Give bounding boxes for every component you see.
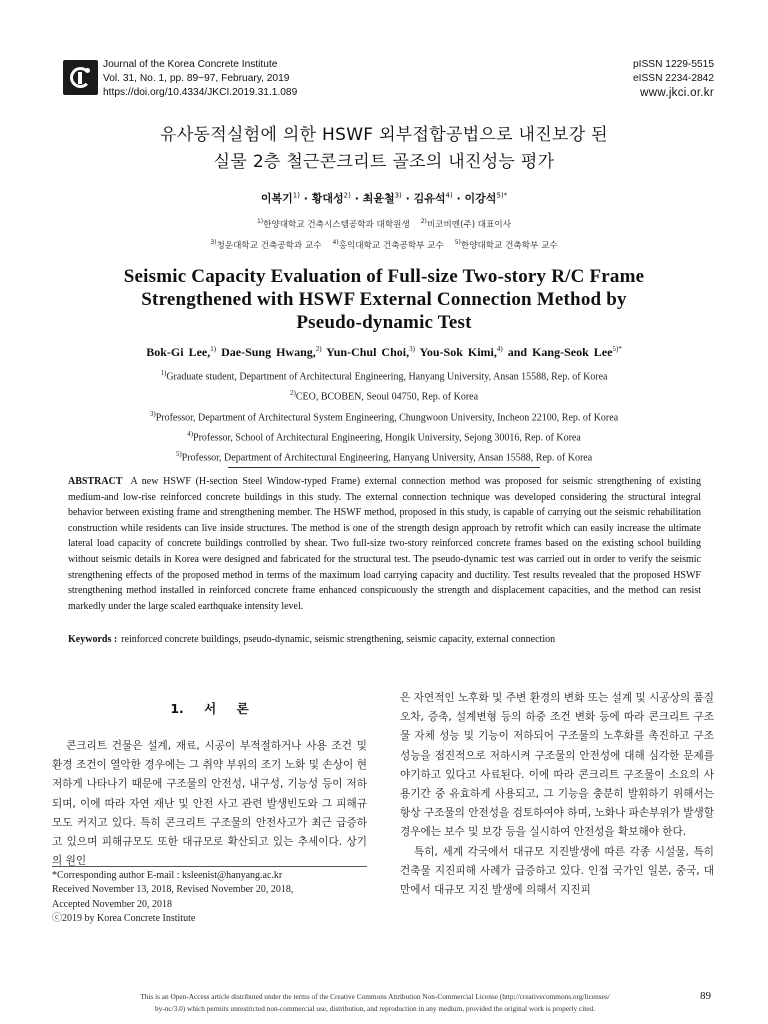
author-name: 황대성: [311, 192, 344, 205]
aff-text: Professor, Department of Architectural Engineering, Hanyang University, Ansan 15588, Rep. of Korea: [181, 452, 593, 464]
volume-line: Vol. 31, No. 1, pp. 89~97, February, 2019: [103, 73, 290, 84]
page-number: 89: [700, 990, 711, 1002]
author-name: 최윤철: [362, 192, 395, 205]
aff-text: Professor, School of Architectural Engineering, Hongik University, Sejong 30016, Rep. of Korea: [193, 432, 581, 444]
accepted-date: Accepted November 20, 2018: [52, 898, 172, 910]
author-sup: 5)*: [496, 191, 508, 200]
aff-sup: 5): [454, 238, 461, 246]
aff-text: 한양대학교 건축시스템공학과 대학원생: [263, 219, 410, 230]
author-name: You-Sok Kimi,: [419, 345, 497, 359]
aff-sup: 3): [149, 409, 156, 418]
author-name: Bok-Gi Lee,: [146, 345, 211, 359]
received-date: Received November 13, 2018, Revised November 20, 2018,: [52, 884, 294, 896]
abstract-divider: [228, 467, 540, 468]
author-sup: 2): [315, 345, 322, 353]
right-paragraph-2: 특히, 세계 각국에서 대규모 지진발생에 따른 각종 시설물, 특히 건축물 지진피해 사례가 급증하고 있다. 인접 국가인 일본, 중국, 대만에서 대규모 지진 발생에 의해서 지진피: [400, 845, 714, 897]
english-aff-3: [0, 406, 768, 426]
korean-aff-line1: [0, 213, 768, 234]
abstract: [68, 474, 701, 614]
aff-sup: 2): [289, 389, 296, 398]
eissn: eISSN 2234-2842: [633, 73, 714, 84]
english-aff-4: [0, 426, 768, 446]
aff-text: 비코비엔(주) 대표이사: [426, 219, 512, 230]
right-paragraph-1: 은 자연적인 노후화 및 주변 환경의 변화 또는 설계 및 시공상의 품질 오차, 증축, 설계변형 등의 하중 조건 변화 등에 따라 콘크리트 구조물 자체 성능 및 기능이 저하되어 구조물의 노후화를 촉진하고 구조성능을 점진적으로 저하시켜 구조물의 안전성에 대해 심각한 문제를 야기하고 있다고 사료된다. 이에 따라 콘크리트 구조물이 소요의 사용기간 중 유효하게 사용되고, 그 기능을 충분히 발휘하기 위해서는 항상 구조물의 안전성을 검토하여야 하며, 노화나 파손부위가 발생할 경우에는 보수 및 보강 등을 실시하여 안전성을 확보해야 한다.: [400, 692, 714, 839]
footnote: [52, 869, 372, 927]
aff-text: Professor, Department of Architectural System Engineering, Chungwoon University, Incheon 22100, Rep. of Korea: [155, 411, 619, 423]
license-line1: This is an Open-Access article distributed under the terms of the Creative Commons Attribution Non-Commercial License (http://creativecommons.org/licenses/: [140, 992, 610, 1001]
aff-sup: 4): [332, 238, 339, 246]
author-sup: 1): [292, 191, 300, 200]
aff-sup: 2): [420, 218, 427, 225]
aff-sup: 3): [210, 238, 217, 246]
english-aff-5: [0, 446, 768, 466]
author-name: 김유석: [413, 192, 446, 205]
english-authors: [0, 345, 768, 360]
aff-text: 홍익대학교 건축공학부 교수: [338, 240, 444, 251]
abstract-label: ABSTRACT: [68, 476, 123, 487]
right-column: [400, 689, 714, 900]
journal-logo: [63, 60, 98, 95]
license-notice: [60, 991, 690, 1015]
keywords-label: Keywords :: [68, 634, 118, 645]
aff-text: Graduate student, Department of Architectural Engineering, Hanyang University, Ansan 15588, Rep. of Korea: [166, 371, 608, 383]
english-title-line3: Pseudo-dynamic Test: [296, 312, 472, 333]
author-name: 이복기: [260, 192, 293, 205]
author-sup: 4): [496, 345, 503, 353]
aff-sup: 1): [256, 218, 264, 225]
korean-affiliations: [0, 213, 768, 255]
korean-aff-line2: [0, 234, 768, 255]
english-title-line2: Strengthened with HSWF External Connection Method by: [141, 289, 627, 310]
website-link[interactable]: www.jkci.or.kr: [640, 87, 714, 99]
section-heading: 1. 서 론: [170, 701, 249, 716]
english-affiliations: [0, 365, 768, 467]
author-sep: ·: [452, 192, 465, 205]
copyright: ⓒ2019 by Korea Concrete Institute: [52, 913, 196, 925]
author-name: and Kang-Seok Lee: [507, 345, 613, 359]
english-aff-1: [0, 365, 768, 385]
english-aff-2: [0, 385, 768, 405]
keywords-text: reinforced concrete buildings, pseudo-dynamic, seismic strengthening, seismic capacity, external connection: [121, 634, 556, 645]
aff-sup: 5): [175, 450, 182, 459]
author-name: Dae-Sung Hwang,: [221, 345, 316, 359]
aff-sup: 1): [160, 369, 167, 377]
aff-text: 청운대학교 건축공학과 교수: [216, 240, 322, 251]
corresponding-author: *Corresponding author E-mail : ksleenist@hanyang.ac.kr: [52, 870, 283, 881]
aff-text: 한양대학교 건축학부 교수: [460, 240, 558, 251]
journal-name: Journal of the Korea Concrete Institute: [103, 59, 278, 70]
korean-title-line1: 유사동적실험에 의한 HSWF 외부접합공법으로 내진보강 된: [160, 125, 608, 145]
author-sep: ·: [299, 192, 312, 205]
author-sup: 4): [445, 191, 453, 200]
abstract-text: A new HSWF (H-section Steel Window-typed Frame) external connection method was proposed for seismic strengthening of existing medium-and low-rise reinforced concrete buildings in this study. The external connection technique was developed considering the structural integral behavior between existing frame and strengthening member. The HSWF method, proposed in this study, is capable of carrying out the seismic rehabilitation construction while residents can live inside structures. The method is one of the strength design approach by retrofit which can easily increase the ultimate lateral load capacity of concrete buildings controlled by shear. Two full-size two-story reinforced concrete frames based on the existing school building without seismic details in Korea were designed and fabricated for the structural test. The pseudo-dynamic test was carried out in order to verify the seismic strengthening effects of the proposed method in terms of the maximum load carrying capacity and ductility. Test results revealed that the proposed HSWF strengthening method installed in reinforced concrete frame enhanced conspicuously the strength and displacement capacities, and the method can resist markedly under the large scaled earthquake intensity level.: [68, 476, 701, 612]
author-name: Yun-Chul Choi,: [326, 345, 410, 359]
korean-authors: [0, 190, 768, 206]
author-sup: 3): [394, 191, 402, 200]
aff-text: CEO, BCOBEN, Seoul 04750, Rep. of Korea: [295, 391, 479, 403]
author-sup: 1): [210, 345, 217, 353]
korean-title: [0, 122, 768, 176]
author-sep: ·: [350, 192, 363, 205]
keywords: [68, 634, 708, 645]
english-title-line1: Seismic Capacity Evaluation of Full-size Two-story R/C Frame: [123, 266, 645, 287]
author-sup: 3): [409, 345, 415, 353]
left-column-paragraph: 콘크리트 건물은 설계, 재료, 시공이 부적절하거나 사용 조건 및 환경 조건이 열악한 경우에는 그 취약 부위의 조기 노화 및 손상이 현저하게 나타나기 때문에 구조물의 안전성, 내구성, 기능성 등이 저하되며, 이에 따라 자연 재난 및 안전 사고 관련 발생빈도와 그 피해규모도 커지고 있다. 특히 콘크리트 구조물의 안전사고가 최근 급증하고 있으며 피해규모도 또한 대규모로 확산되고 있는 추세이다. 상기의 원인: [52, 740, 367, 868]
author-sup: 2): [343, 191, 351, 200]
author-sup: 5)*: [612, 345, 622, 353]
author-sep: ·: [401, 192, 414, 205]
author-name: 이강석: [464, 192, 497, 205]
korean-title-line2: 실물 2층 철근콘크리트 골조의 내진성능 평가: [213, 152, 555, 172]
pissn: pISSN 1229-5515: [633, 59, 714, 70]
aff-sup: 4): [187, 429, 194, 438]
doi-link[interactable]: https://doi.org/10.4334/JKCI.2019.31.1.089: [103, 87, 298, 98]
journal-info: [103, 58, 297, 100]
issn-info: [633, 58, 714, 100]
license-line2: by-nc/3.0) which permits unrestricted non-commercial use, distribution, and reproduction in any medium, provided the original work is properly cited.: [155, 1004, 595, 1013]
english-title: [0, 265, 768, 334]
footnote-divider: [52, 866, 367, 867]
